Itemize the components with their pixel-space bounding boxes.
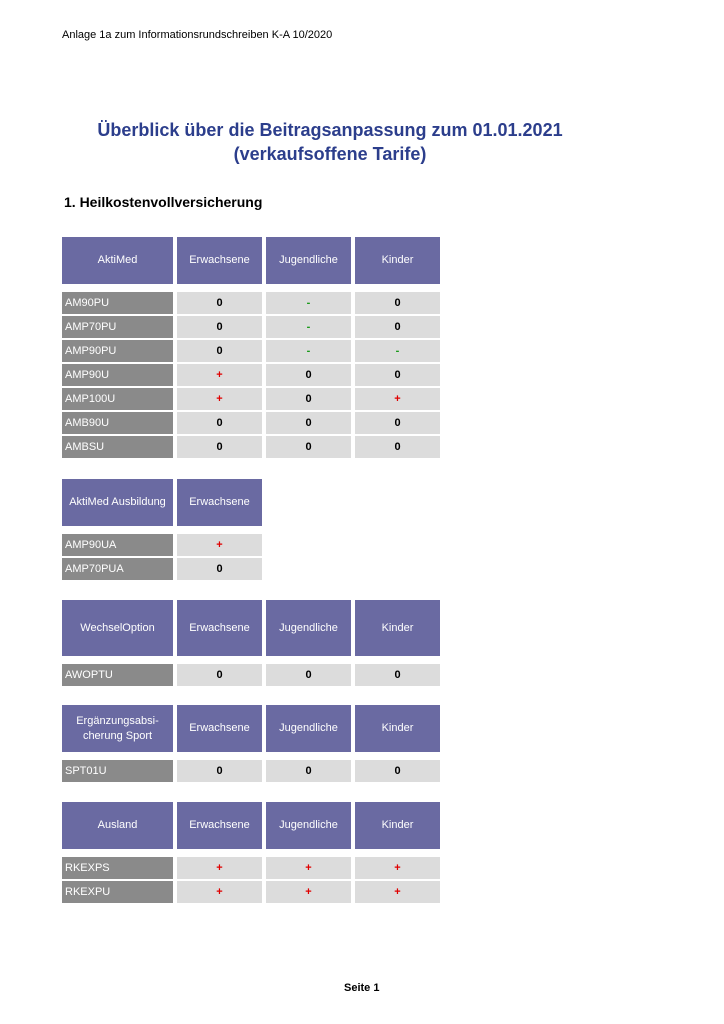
table-header-column: Erwachsene xyxy=(177,479,262,526)
change-indicator-cell: 0 xyxy=(266,412,351,434)
table-header-column: Kinder xyxy=(355,802,440,849)
table-header-column: Kinder xyxy=(355,600,440,656)
tariff-name-cell: AMP90PU xyxy=(62,340,173,362)
tariff-name-cell: AMP70PUA xyxy=(62,558,173,580)
table-row xyxy=(62,412,444,434)
table-row xyxy=(62,364,444,386)
title-line-2: (verkaufsoffene Tarife) xyxy=(233,144,427,164)
table-row xyxy=(62,316,444,338)
change-indicator-cell: 0 xyxy=(266,760,351,782)
tariff-name-cell: AMP70PU xyxy=(62,316,173,338)
tariff-name-cell: SPT01U xyxy=(62,760,173,782)
table-header-tariff: WechselOption xyxy=(62,600,173,656)
tariff-table xyxy=(62,237,444,458)
change-indicator-cell: 0 xyxy=(266,364,351,386)
change-indicator-cell: + xyxy=(355,388,440,410)
table-header-column: Erwachsene xyxy=(177,802,262,849)
change-indicator-cell: 0 xyxy=(355,364,440,386)
table-row xyxy=(62,436,444,458)
change-indicator-cell: 0 xyxy=(355,760,440,782)
tariff-name-cell: AWOPTU xyxy=(62,664,173,686)
change-indicator-cell: 0 xyxy=(177,340,262,362)
table-header-tariff: Ausland xyxy=(62,802,173,849)
change-indicator-cell: + xyxy=(266,857,351,879)
tariff-name-cell: AMP90U xyxy=(62,364,173,386)
table-row xyxy=(62,760,444,782)
table-row xyxy=(62,388,444,410)
change-indicator-cell: 0 xyxy=(266,388,351,410)
change-indicator-cell: + xyxy=(177,364,262,386)
tariff-table xyxy=(62,802,444,903)
table-row xyxy=(62,292,444,314)
table-header-column: Jugendliche xyxy=(266,600,351,656)
title-line-1: Überblick über die Beitragsanpassung zum 01.01.2021 xyxy=(97,120,563,140)
change-indicator-cell: 0 xyxy=(177,664,262,686)
table-header-column: Erwachsene xyxy=(177,237,262,284)
tariff-name-cell: AMP100U xyxy=(62,388,173,410)
table-header-row xyxy=(62,479,266,526)
page-footer: Seite 1 xyxy=(344,982,380,994)
change-indicator-cell: 0 xyxy=(355,316,440,338)
change-indicator-cell: + xyxy=(177,857,262,879)
change-indicator-cell: 0 xyxy=(177,760,262,782)
table-row xyxy=(62,340,444,362)
section-title: 1. Heilkostenvollversicherung xyxy=(64,194,263,210)
table-header-column: Kinder xyxy=(355,705,440,752)
change-indicator-cell: 0 xyxy=(355,436,440,458)
tariff-name-cell: AMBSU xyxy=(62,436,173,458)
change-indicator-cell: 0 xyxy=(266,664,351,686)
change-indicator-cell: - xyxy=(355,340,440,362)
change-indicator-cell: 0 xyxy=(355,412,440,434)
table-row xyxy=(62,857,444,879)
table-header-tariff: AktiMed xyxy=(62,237,173,284)
change-indicator-cell: 0 xyxy=(177,558,262,580)
table-row xyxy=(62,534,266,556)
tariff-name-cell: RKEXPU xyxy=(62,881,173,903)
change-indicator-cell: 0 xyxy=(177,436,262,458)
table-row xyxy=(62,881,444,903)
table-header-column: Kinder xyxy=(355,237,440,284)
table-header-tariff: AktiMed Ausbildung xyxy=(62,479,173,526)
change-indicator-cell: 0 xyxy=(177,316,262,338)
tariff-name-cell: AMP90UA xyxy=(62,534,173,556)
table-header-column: Jugendliche xyxy=(266,237,351,284)
change-indicator-cell: + xyxy=(355,857,440,879)
change-indicator-cell: + xyxy=(355,881,440,903)
table-header-column: Jugendliche xyxy=(266,802,351,849)
change-indicator-cell: 0 xyxy=(355,292,440,314)
tariff-name-cell: AM90PU xyxy=(62,292,173,314)
table-header-tariff: Ergänzungsabsi- cherung Sport xyxy=(62,705,173,752)
tariff-name-cell: RKEXPS xyxy=(62,857,173,879)
change-indicator-cell: 0 xyxy=(177,412,262,434)
table-header-row xyxy=(62,705,444,752)
header-note: Anlage 1a zum Informationsrundschreiben K-A 10/2020 xyxy=(62,29,333,41)
change-indicator-cell: + xyxy=(177,881,262,903)
table-header-row xyxy=(62,237,444,284)
table-header-column: Jugendliche xyxy=(266,705,351,752)
table-header-column: Erwachsene xyxy=(177,705,262,752)
page-title xyxy=(0,118,660,166)
table-header-row xyxy=(62,802,444,849)
change-indicator-cell: - xyxy=(266,340,351,362)
change-indicator-cell: - xyxy=(266,292,351,314)
table-header-row xyxy=(62,600,444,656)
change-indicator-cell: 0 xyxy=(266,436,351,458)
tariff-table xyxy=(62,705,444,782)
change-indicator-cell: + xyxy=(266,881,351,903)
table-header-column: Erwachsene xyxy=(177,600,262,656)
tariff-table xyxy=(62,600,444,686)
tariff-table xyxy=(62,479,266,580)
table-row xyxy=(62,558,266,580)
change-indicator-cell: + xyxy=(177,388,262,410)
change-indicator-cell: 0 xyxy=(177,292,262,314)
change-indicator-cell: - xyxy=(266,316,351,338)
change-indicator-cell: + xyxy=(177,534,262,556)
tariff-name-cell: AMB90U xyxy=(62,412,173,434)
table-row xyxy=(62,664,444,686)
change-indicator-cell: 0 xyxy=(355,664,440,686)
